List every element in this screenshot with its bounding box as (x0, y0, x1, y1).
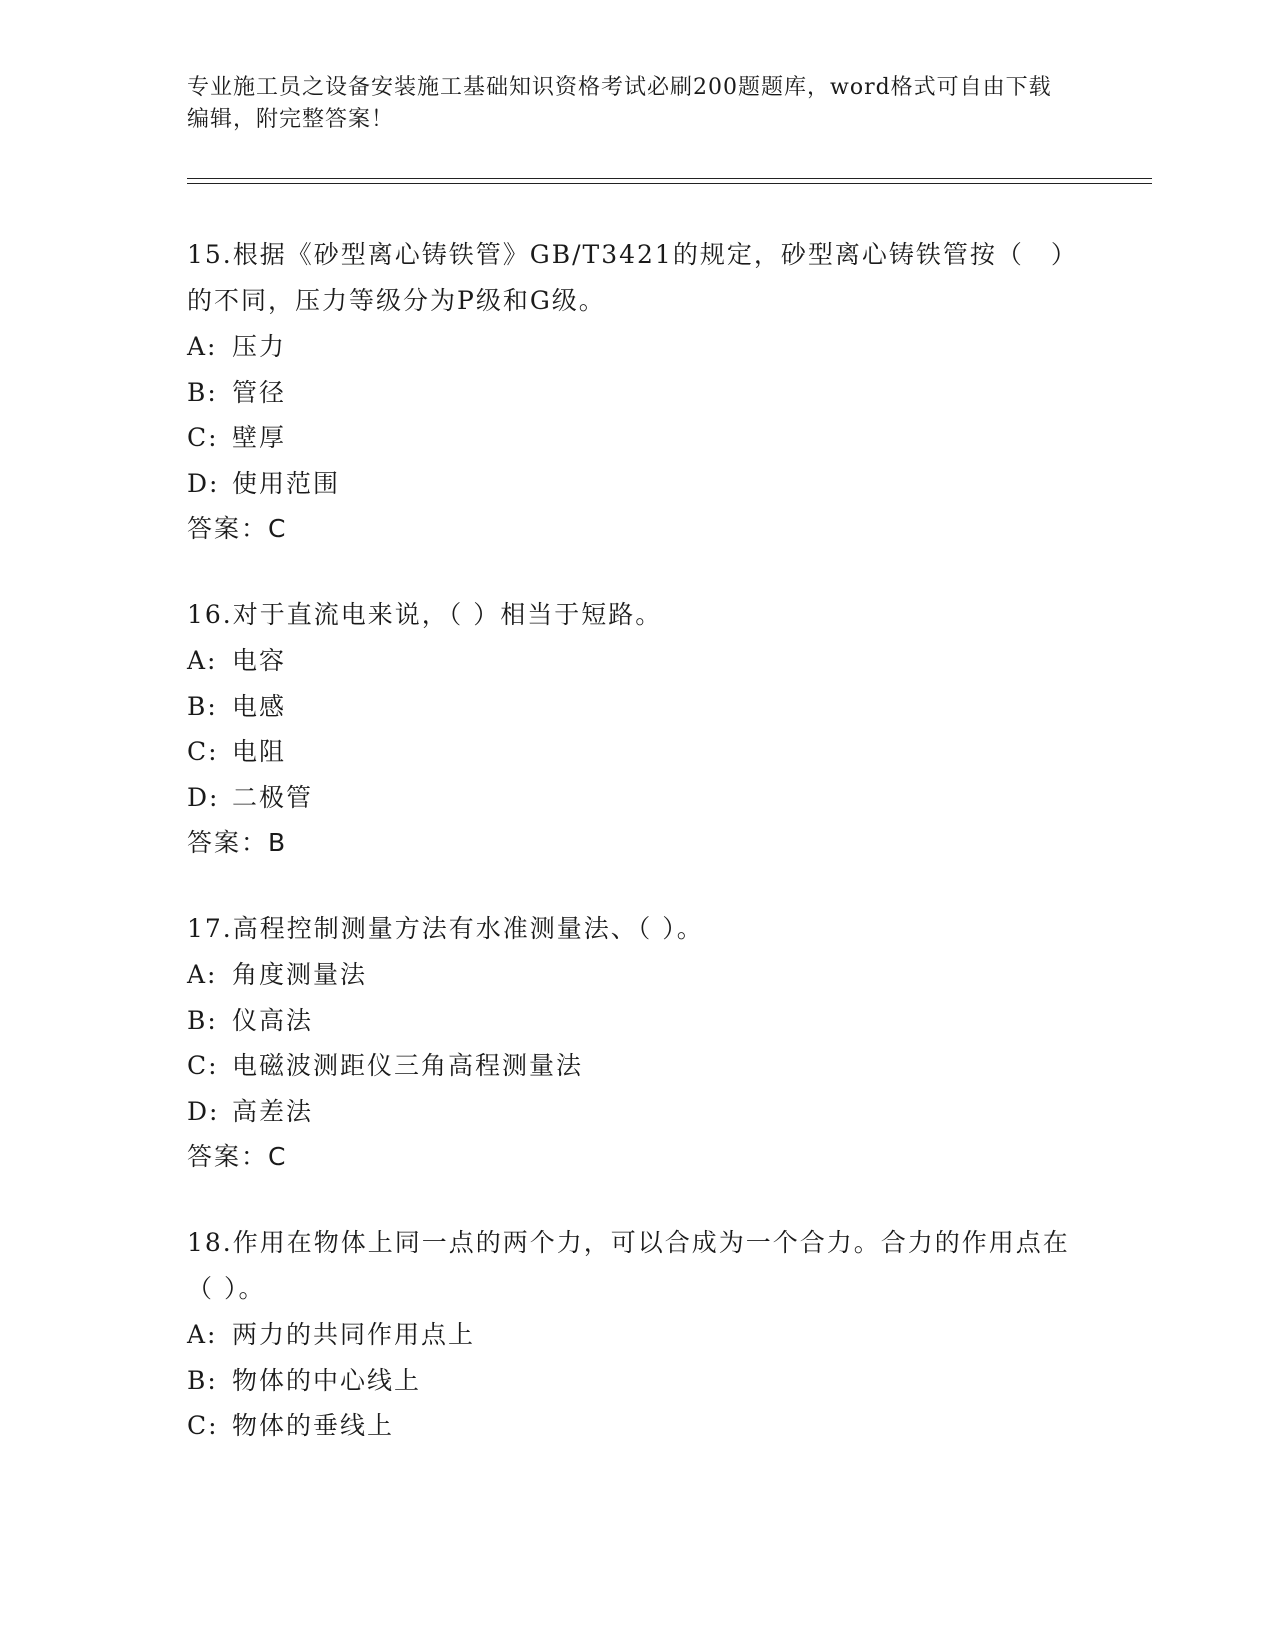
option-d (187, 461, 1077, 507)
option-text: 壁厚 (232, 423, 287, 452)
option-text: 物体的垂线上 (232, 1411, 395, 1440)
option-b (187, 998, 1077, 1044)
option-b (187, 1358, 1077, 1404)
option-letter: B: (187, 1005, 218, 1035)
option-letter: D: (187, 782, 220, 812)
answer-line: 答案：B (187, 828, 288, 857)
option-d (187, 775, 1077, 821)
option-text: 压力 (232, 332, 287, 361)
option-letter: D: (187, 1096, 220, 1126)
question-stem: 16.对于直流电来说，（ ）相当于短路。 (187, 600, 663, 629)
option-text: 高差法 (232, 1096, 314, 1126)
option-text: 角度测量法 (232, 960, 368, 989)
option-a (187, 1312, 1077, 1358)
option-letter: A: (187, 646, 218, 675)
option-letter: C: (187, 1411, 219, 1440)
question-15 (187, 232, 1077, 552)
option-letter: D: (187, 468, 220, 498)
option-text: 电容 (232, 646, 287, 675)
option-letter: B: (187, 691, 218, 721)
option-text: 电磁波测距仪三角高程测量法 (232, 1051, 584, 1080)
option-a (187, 324, 1077, 370)
option-text: 电感 (232, 691, 287, 721)
answer-line: 答案：C (187, 1142, 288, 1171)
option-letter: C: (187, 737, 219, 766)
option-c (187, 729, 1077, 775)
question-stem: 17.高程控制测量方法有水准测量法、（ ）。 (187, 914, 704, 943)
answer-line: 答案：C (187, 514, 288, 543)
question-stem: 15.根据《砂型离心铸铁管》GB/T3421的规定，砂型离心铸铁管按（ ）的不同，压力等级分为P级和G级。 (187, 240, 1066, 315)
option-a (187, 638, 1077, 684)
option-b (187, 370, 1077, 416)
option-letter: B: (187, 377, 218, 407)
option-letter: C: (187, 423, 219, 452)
option-a (187, 952, 1077, 998)
header-divider-top (187, 178, 1152, 179)
option-c (187, 415, 1077, 461)
question-17 (187, 906, 1077, 1180)
option-d (187, 1089, 1077, 1135)
option-c (187, 1403, 1077, 1449)
option-b (187, 684, 1077, 730)
question-list (187, 232, 1077, 1489)
option-text: 管径 (232, 377, 287, 407)
header-divider-bottom (187, 183, 1152, 184)
question-stem: 18.作用在物体上同一点的两个力，可以合成为一个合力。合力的作用点在（ ）。 (187, 1228, 1070, 1303)
option-text: 使用范围 (232, 468, 341, 498)
option-letter: A: (187, 1320, 218, 1349)
option-letter: A: (187, 960, 218, 989)
option-text: 物体的中心线上 (232, 1365, 422, 1395)
option-letter: B: (187, 1365, 218, 1395)
option-c (187, 1043, 1077, 1089)
question-16 (187, 592, 1077, 866)
option-text: 电阻 (232, 737, 287, 766)
option-letter: A: (187, 332, 218, 361)
option-text: 二极管 (232, 782, 314, 812)
option-text: 仪高法 (232, 1005, 314, 1035)
document-header: 专业施工员之设备安装施工基础知识资格考试必刷200题题库，word格式可自由下载编辑，附完整答案！ (187, 75, 1052, 132)
option-text: 两力的共同作用点上 (232, 1320, 476, 1349)
question-18 (187, 1220, 1077, 1449)
option-letter: C: (187, 1051, 219, 1080)
